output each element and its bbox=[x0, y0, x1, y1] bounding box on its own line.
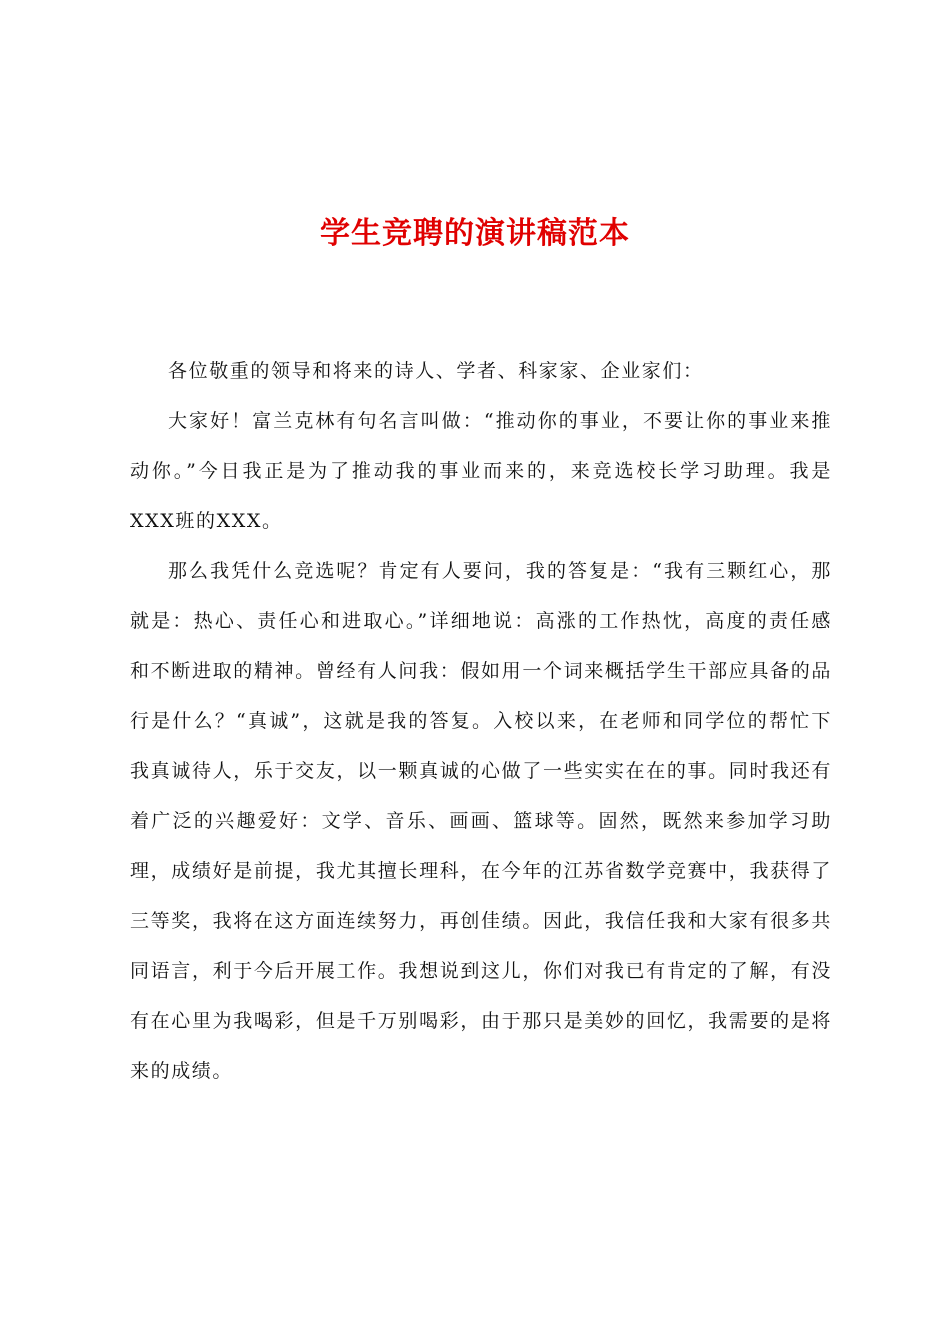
paragraph-greeting: 各位敬重的领导和将来的诗人、学者、科家家、企业家们： bbox=[168, 360, 704, 382]
document-body bbox=[130, 346, 832, 1096]
document-title: 学生竞聘的演讲稿范本 bbox=[320, 216, 630, 251]
paragraph-introduction: 大家好！富兰克林有句名言叫做：“推动你的事业，不要让你的事业来推动你。”今日我正是为了推动我的事业而来的，来竞选校长学习助理。我是XXX班的XXX。 bbox=[130, 410, 832, 532]
paragraph-main: 那么我凭什么竞选呢？肯定有人要问，我的答复是：“我有三颗红心，那就是：热心、责任心和进取心。”详细地说：高涨的工作热忱，高度的责任感和不断进取的精神。曾经有人问我：假如用一个词来概括学生干部应具备的品行是什么？“真诚”，这就是我的答复。入校以来，在老师和同学位的帮忙下我真诚待人，乐于交友，以一颗真诚的心做了一些实实在在的事。同时我还有着广泛的兴趣爱好：文学、音乐、画画、篮球等。固然，既然来参加学习助理，成绩好是前提，我尤其擅长理科，在今年的江苏省数学竞赛中，我获得了三等奖，我将在这方面连续努力，再创佳绩。因此，我信任我和大家有很多共同语言，利于今后开展工作。我想说到这儿，你们对我已有肯定的了解，有没有在心里为我喝彩，但是千万别喝彩，由于那只是美妙的回忆，我需要的是将来的成绩。 bbox=[130, 560, 832, 1082]
